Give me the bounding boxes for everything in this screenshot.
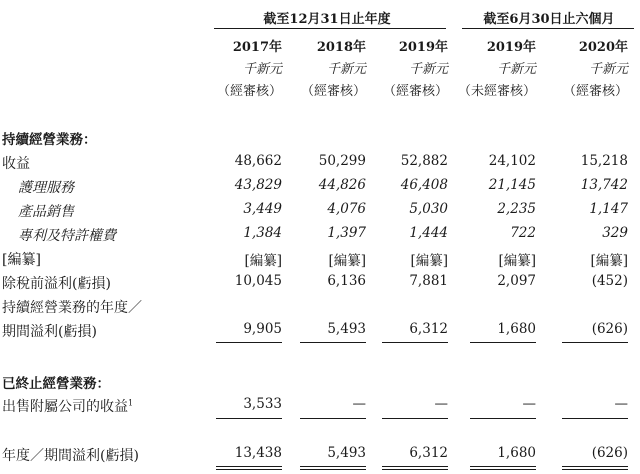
cell-value: — — [522, 396, 536, 412]
row-label-text: 出售附屬公司的收益 — [2, 399, 128, 415]
total-rule — [216, 418, 282, 419]
cell-value: 722 — [510, 225, 536, 241]
column-year: 2019年 — [486, 40, 536, 55]
period-group-interim: 截至6月30日止六個月 — [483, 12, 615, 27]
column-unit: 千新元 — [242, 62, 282, 77]
total-rule — [562, 342, 628, 343]
grand-total-rule — [216, 466, 282, 470]
section-heading-continuing: 持續經營業務： — [2, 132, 97, 148]
row-label: 專利及特許權費 — [18, 228, 116, 244]
cell-value: 1,680 — [497, 321, 536, 337]
row-label: 產品銷售 — [18, 204, 74, 220]
cell-value: 43,829 — [234, 177, 282, 193]
row-label: 收益 — [2, 156, 30, 172]
cell-value: 1,444 — [409, 225, 448, 241]
cell-value: 21,145 — [488, 177, 536, 193]
cell-value: 10,045 — [234, 273, 282, 289]
row-label — [2, 396, 133, 416]
column-year: 2020年 — [578, 40, 628, 55]
column-audit-status: （經審核） — [216, 84, 282, 99]
cell-value: 5,030 — [409, 201, 448, 217]
header-divider — [462, 28, 634, 29]
column-year: 2018年 — [316, 40, 366, 55]
column-unit: 千新元 — [326, 62, 366, 77]
total-rule — [562, 418, 628, 419]
cell-value: 6,136 — [327, 273, 366, 289]
total-rule — [216, 342, 282, 343]
column-unit: 千新元 — [496, 62, 536, 77]
cell-value: 48,662 — [234, 153, 282, 169]
cell-value: — — [434, 396, 448, 412]
cell-value: — — [614, 396, 628, 412]
grand-total-rule — [470, 466, 536, 470]
cell-value: 6,312 — [409, 321, 448, 337]
cell-value: 50,299 — [318, 153, 366, 169]
footnote-marker: 1 — [128, 398, 134, 408]
cell-value: 13,438 — [234, 445, 282, 461]
cell-value: 46,408 — [400, 177, 448, 193]
grand-total-rule — [562, 466, 628, 470]
column-year: 2019年 — [398, 40, 448, 55]
total-rule — [300, 342, 366, 343]
section-heading-discontinued: 已終止經營業務： — [2, 376, 110, 392]
total-rule — [470, 418, 536, 419]
cell-value: [編纂] — [498, 253, 536, 269]
row-label: 除稅前溢利(虧損) — [2, 276, 111, 292]
cell-value: 1,397 — [327, 225, 366, 241]
cell-value: (626) — [591, 321, 628, 337]
header-divider — [214, 28, 446, 29]
cell-value: 1,680 — [497, 445, 536, 461]
row-label: [編纂] — [2, 252, 41, 268]
cell-value: 4,076 — [327, 201, 366, 217]
cell-value: 3,533 — [243, 396, 282, 412]
cell-value: 6,312 — [409, 445, 448, 461]
column-year: 2017年 — [232, 40, 282, 55]
cell-value: 2,097 — [497, 273, 536, 289]
cell-value: 329 — [602, 225, 628, 241]
period-group-annual: 截至12月31日止年度 — [263, 12, 391, 27]
cell-value: 24,102 — [488, 153, 536, 169]
cell-value: 13,742 — [580, 177, 628, 193]
cell-value: 7,881 — [409, 273, 448, 289]
grand-total-rule — [300, 466, 366, 470]
cell-value: 9,905 — [243, 321, 282, 337]
cell-value: 15,218 — [580, 153, 628, 169]
cell-value: 2,235 — [497, 201, 536, 217]
row-label: 年度／期間溢利(虧損) — [2, 448, 139, 464]
grand-total-rule — [382, 466, 448, 470]
cell-value: [編纂] — [410, 253, 448, 269]
total-rule — [382, 342, 448, 343]
row-label: 持續經營業務的年度／ — [2, 300, 142, 316]
cell-value: 5,493 — [327, 445, 366, 461]
total-rule — [470, 342, 536, 343]
row-label: 護理服務 — [18, 180, 74, 196]
cell-value: 3,449 — [243, 201, 282, 217]
cell-value: (626) — [591, 445, 628, 461]
cell-value: — — [352, 396, 366, 412]
total-rule — [382, 418, 448, 419]
cell-value: [編纂] — [328, 253, 366, 269]
column-unit: 千新元 — [408, 62, 448, 77]
row-label-continued: 期間溢利(虧損) — [2, 324, 97, 340]
column-audit-status: （經審核） — [382, 84, 448, 99]
cell-value: 44,826 — [318, 177, 366, 193]
cell-value: (452) — [591, 273, 628, 289]
cell-value: 1,384 — [243, 225, 282, 241]
cell-value: [編纂] — [590, 253, 628, 269]
column-audit-status: （經審核） — [300, 84, 366, 99]
cell-value: 5,493 — [327, 321, 366, 337]
column-unit: 千新元 — [588, 62, 628, 77]
cell-value: [編纂] — [244, 253, 282, 269]
cell-value: 1,147 — [589, 201, 628, 217]
total-rule — [300, 418, 366, 419]
cell-value: 52,882 — [400, 153, 448, 169]
column-audit-status: （未經審核） — [457, 84, 536, 99]
column-audit-status: （經審核） — [562, 84, 628, 99]
